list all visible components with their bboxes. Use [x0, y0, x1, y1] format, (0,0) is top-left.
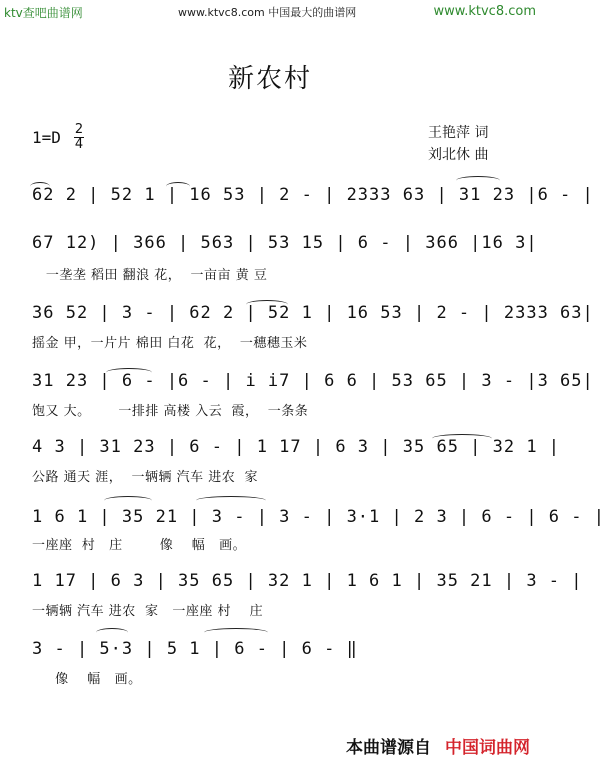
- slur-mark: [246, 300, 288, 309]
- slur-mark: [104, 496, 152, 505]
- slur-mark: [106, 368, 152, 377]
- score-row: 4 3 | 31 23 | 6 - | 1 17 | 6 3 | 35 65 | 32 1 |: [32, 437, 561, 457]
- key-signature: 1=D: [32, 128, 61, 147]
- slur-mark: [30, 182, 50, 191]
- site-logo-text: ktv查吧曲谱网: [4, 6, 83, 20]
- score-row: 1 17 | 6 3 | 35 65 | 32 1 | 1 6 1 | 35 21 | 3 - |: [32, 571, 583, 591]
- lyrics-row: 一辆辆 汽车 进农 家 一座座 村 庄: [32, 604, 264, 619]
- score-row: 31 23 | 6 - |6 - | i i7 | 6 6 | 53 65 | 3 - |3 65|: [32, 371, 594, 391]
- footer-source-label: 本曲谱源自: [346, 738, 431, 758]
- lyrics-row: 公路 通天 涯， 一辆辆 汽车 进农 家: [32, 470, 259, 485]
- time-sig-top: 2: [74, 122, 84, 137]
- source-footer: [346, 733, 530, 758]
- song-title: 新农村: [227, 64, 312, 94]
- slur-mark: [96, 628, 128, 637]
- score-row: 36 52 | 3 - | 62 2 | 52 1 | 16 53 | 2 - | 2333 63|: [32, 303, 594, 323]
- lyrics-row: 饱又 大。 一排排 高楼 入云 霞， 一条条: [32, 404, 309, 419]
- slur-mark: [196, 496, 266, 505]
- score-row: 62 2 | 52 1 | 16 53 | 2 - | 2333 63 | 31 23 |6 - |: [32, 185, 594, 205]
- lyrics-row: 像 幅 画。: [32, 672, 142, 687]
- slur-mark: [204, 628, 268, 637]
- lyrics-row: 一座座 村 庄 像 幅 画。: [32, 538, 247, 553]
- slur-mark: [456, 176, 500, 185]
- site-url[interactable]: www.ktvc8.com: [433, 4, 536, 19]
- lyrics-row: 摇金 甲，一片片 棉田 白花 花， 一穗穗玉米: [32, 336, 308, 351]
- site-banner-text: www.ktvc8.com 中国最大的曲谱网: [178, 6, 357, 19]
- score-row: 3 - | 5·3 | 5 1 | 6 - | 6 - ‖: [32, 639, 358, 659]
- time-signature: [74, 124, 84, 151]
- lyricist-credit: 王艳萍 词: [428, 125, 489, 141]
- composer-credit: 刘北休 曲: [428, 147, 489, 163]
- score-row: 1 6 1 | 35 21 | 3 - | 3 - | 3·1 | 2 3 | 6 - | 6 - |: [32, 507, 605, 527]
- slur-mark: [432, 434, 492, 443]
- slur-mark: [166, 182, 190, 191]
- footer-site-link[interactable]: 中国词曲网: [445, 738, 530, 758]
- score-row: 67 12) | 366 | 563 | 53 15 | 6 - | 366 |16 3|: [32, 233, 538, 253]
- lyrics-row: 一垄垄 稻田 翻浪 花， 一亩亩 黄 豆: [32, 268, 268, 283]
- time-sig-bottom: 4: [74, 137, 84, 152]
